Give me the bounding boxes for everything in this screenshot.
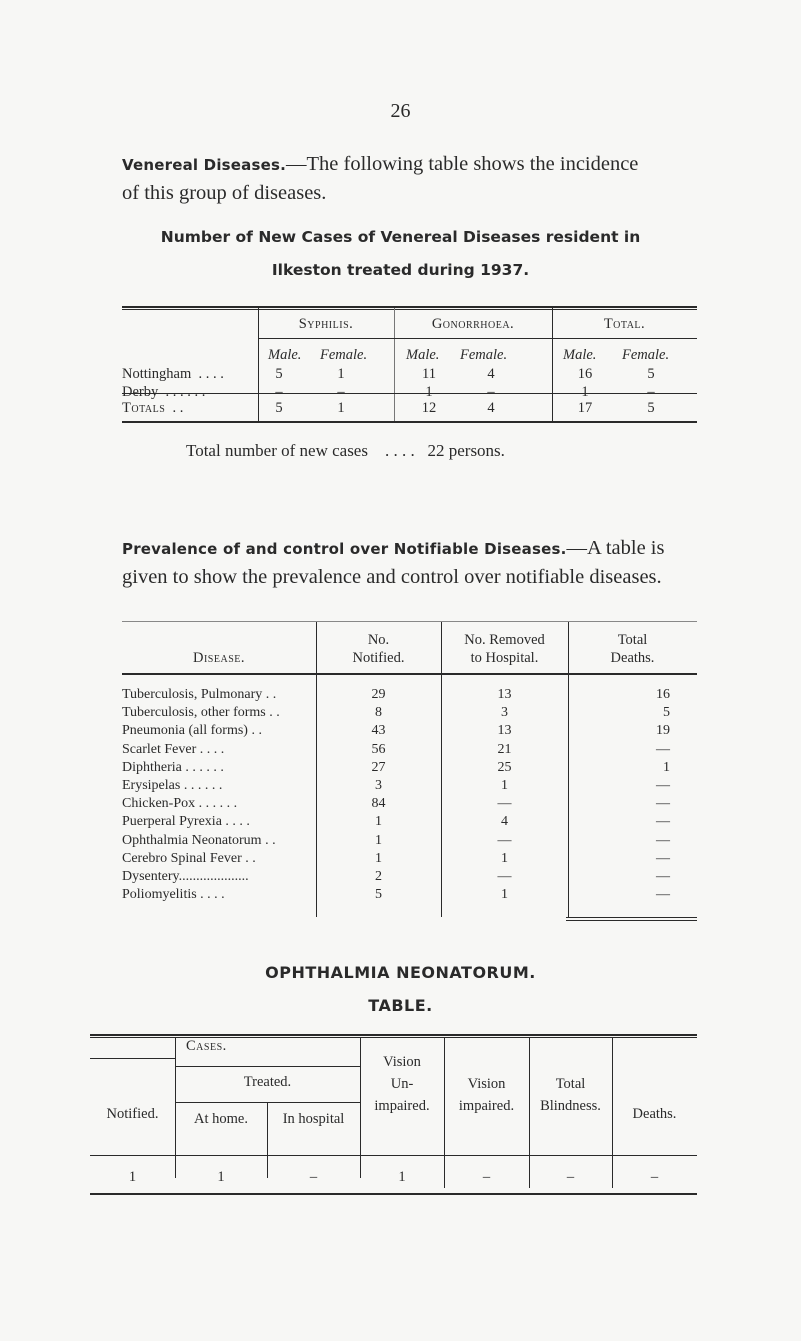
- cell: 4: [487, 400, 495, 416]
- disease-name: Ophthalmia Neonatorum . .: [122, 833, 276, 848]
- page-number: 26: [390, 100, 411, 122]
- column-notified-2: Notified.: [352, 650, 405, 666]
- disease-name: Cerebro Spinal Fever . .: [122, 851, 256, 866]
- prevalence-intro: [122, 534, 702, 591]
- cell: 1: [337, 366, 345, 382]
- ophthalmia-subtitle: TABLE.: [368, 996, 433, 1015]
- cell: 5: [275, 366, 283, 382]
- disease-name: Pneumonia (all forms) . .: [122, 723, 262, 738]
- ophthalmia-at-home: At home.: [194, 1111, 248, 1127]
- deaths-count: —: [656, 814, 670, 829]
- removed-count: 1: [501, 778, 508, 793]
- notified-count: 2: [375, 869, 382, 884]
- ophthalmia-unimpaired-2: Un-: [390, 1076, 414, 1092]
- notified-count: 1: [375, 814, 382, 829]
- venereal-text-2: of this group of diseases.: [122, 182, 327, 204]
- disease-name: Diphtheria . . . . . .: [122, 760, 224, 775]
- ophthalmia-treated: Treated.: [243, 1074, 292, 1090]
- notified-count: 3: [375, 778, 382, 793]
- removed-count: 1: [501, 851, 508, 866]
- prevalence-text-2: given to show the prevalence and control over notifiable diseases.: [122, 566, 662, 588]
- notified-count: 27: [371, 760, 386, 775]
- row-derby-label: Derby . . . . . .: [122, 384, 206, 400]
- cell: 4: [487, 366, 495, 382]
- removed-count: 4: [501, 814, 508, 829]
- ophthalmia-value: 1: [398, 1169, 406, 1185]
- syphilis-female-header: Female.: [320, 347, 368, 363]
- notified-count: 1: [375, 851, 382, 866]
- deaths-count: —: [656, 742, 670, 757]
- removed-count: 3: [501, 705, 508, 720]
- cell: 5: [647, 400, 655, 416]
- removed-count: —: [497, 833, 512, 848]
- cell: –: [337, 384, 345, 400]
- ophthalmia-value: –: [309, 1169, 318, 1185]
- ophthalmia-blindness-1: Total: [555, 1076, 586, 1092]
- deaths-count: 19: [656, 723, 670, 738]
- prevalence-heading: Prevalence of and control over Notifiable Diseases.: [122, 540, 567, 558]
- ophthalmia-deaths: Deaths.: [632, 1106, 677, 1122]
- disease-name: Tuberculosis, other forms . .: [122, 705, 280, 720]
- ophthalmia-unimpaired-3: impaired.: [374, 1098, 430, 1114]
- notified-count: 56: [371, 742, 386, 757]
- disease-name: Erysipelas . . . . . .: [122, 778, 223, 793]
- column-deaths-2: Deaths.: [610, 650, 655, 666]
- column-disease: Disease.: [193, 650, 245, 666]
- column-notified-1: No.: [367, 632, 390, 648]
- notified-count: 5: [375, 887, 382, 902]
- removed-count: 13: [497, 687, 512, 702]
- cell: 5: [647, 366, 655, 382]
- gonorrhoea-male-header: Male.: [406, 347, 440, 363]
- deaths-count: —: [656, 887, 670, 902]
- row-nottingham-label: Nottingham . . . .: [122, 366, 224, 382]
- notified-count: 29: [371, 687, 386, 702]
- disease-name: Poliomyelitis . . . .: [122, 887, 225, 902]
- syphilis-male-header: Male.: [268, 347, 302, 363]
- ophthalmia-blindness-2: Blindness.: [540, 1098, 601, 1114]
- cell: –: [647, 384, 655, 400]
- total-male-header: Male.: [563, 347, 597, 363]
- disease-name: Puerperal Pyrexia . . . .: [122, 814, 250, 829]
- ophthalmia-title: OPHTHALMIA NEONATORUM.: [265, 963, 536, 982]
- cell: 16: [577, 366, 593, 382]
- column-removed-1: No. Removed: [464, 632, 545, 648]
- cell: 11: [422, 366, 436, 382]
- notified-count: 84: [371, 796, 386, 811]
- deaths-count: —: [656, 796, 670, 811]
- ophthalmia-notified: Notified.: [106, 1106, 159, 1122]
- deaths-count: —: [656, 778, 670, 793]
- column-deaths-1: Total: [617, 632, 648, 648]
- prevalence-text-1: —A table is: [566, 537, 665, 559]
- group-total: Total.: [603, 316, 646, 332]
- cell: 1: [425, 384, 433, 400]
- deaths-count: 1: [663, 760, 670, 775]
- cell: 17: [577, 400, 593, 416]
- column-removed-2: to Hospital.: [470, 650, 539, 666]
- removed-count: 1: [501, 887, 508, 902]
- ophthalmia-value: 1: [217, 1169, 225, 1185]
- cell: 1: [581, 384, 589, 400]
- cell: 12: [421, 400, 437, 416]
- venereal-intro: [122, 150, 702, 207]
- ophthalmia-unimpaired-1: Vision: [383, 1054, 421, 1070]
- venereal-table-title-1: Number of New Cases of Venereal Diseases resident in: [160, 228, 641, 246]
- totals-label: Totals . .: [122, 400, 184, 416]
- removed-count: —: [497, 796, 512, 811]
- disease-name: Scarlet Fever . . . .: [122, 742, 225, 757]
- deaths-count: 16: [656, 687, 670, 702]
- venereal-text-1: —The following table shows the incidence: [286, 153, 639, 175]
- cell: 1: [337, 400, 345, 416]
- ophthalmia-cases: Cases.: [186, 1038, 227, 1054]
- deaths-count: —: [656, 833, 670, 848]
- removed-count: —: [497, 869, 512, 884]
- removed-count: 25: [497, 760, 512, 775]
- ophthalmia-value: –: [650, 1169, 659, 1185]
- ophthalmia-in-hospital: In hospital: [282, 1111, 345, 1127]
- cell: –: [275, 384, 283, 400]
- deaths-count: 5: [663, 705, 670, 720]
- gonorrhoea-female-header: Female.: [460, 347, 508, 363]
- notified-count: 8: [375, 705, 382, 720]
- total-summary: Total number of new cases . . . . 22 persons.: [186, 441, 505, 460]
- cell: –: [487, 384, 495, 400]
- removed-count: 21: [497, 742, 512, 757]
- group-syphilis: Syphilis.: [298, 316, 354, 332]
- disease-name: Tuberculosis, Pulmonary . .: [122, 687, 277, 702]
- disease-name: Dysentery....................: [122, 869, 249, 884]
- ophthalmia-impaired-1: Vision: [467, 1076, 506, 1092]
- notified-count: 43: [371, 723, 386, 738]
- ophthalmia-impaired-2: impaired.: [458, 1098, 515, 1114]
- deaths-count: —: [656, 851, 670, 866]
- notified-count: 1: [375, 833, 382, 848]
- ophthalmia-value: –: [566, 1169, 575, 1185]
- group-gonorrhoea: Gonorrhoea.: [431, 316, 515, 332]
- total-female-header: Female.: [622, 347, 670, 363]
- cell: 5: [275, 400, 283, 416]
- venereal-heading: Venereal Diseases.: [122, 156, 287, 174]
- disease-name: Chicken-Pox . . . . . .: [122, 796, 238, 811]
- removed-count: 13: [497, 723, 512, 738]
- ophthalmia-value: –: [482, 1169, 491, 1185]
- venereal-table-title-2: Ilkeston treated during 1937.: [271, 261, 530, 279]
- ophthalmia-value: 1: [128, 1169, 137, 1185]
- deaths-count: —: [656, 869, 670, 884]
